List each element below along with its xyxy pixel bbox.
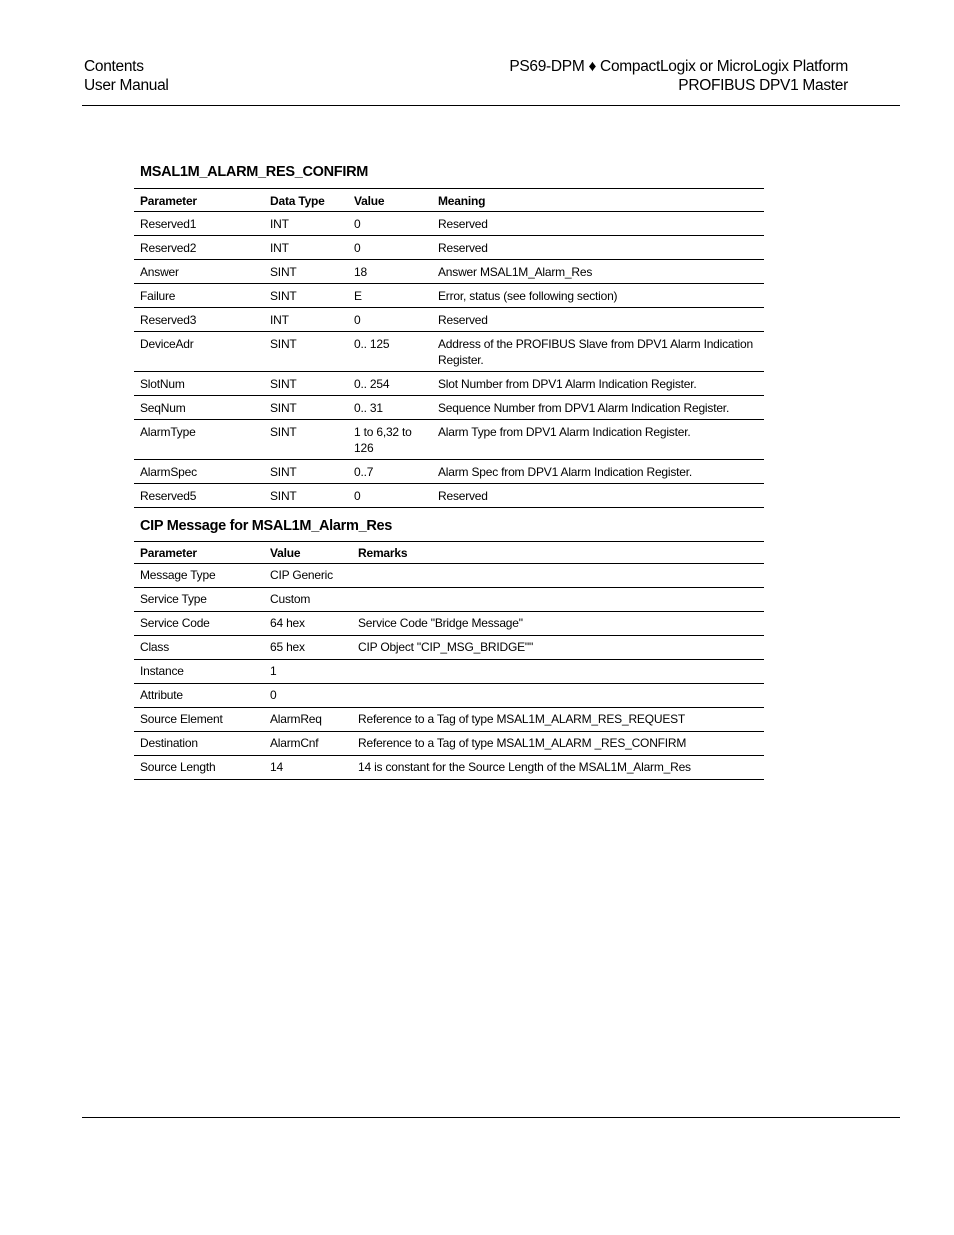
- table-cell: Address of the PROFIBUS Slave from DPV1 Alarm Indication Register.: [432, 332, 764, 372]
- table-cell: AlarmSpec: [134, 460, 264, 484]
- column-header: Value: [264, 542, 352, 564]
- table-cell: Sequence Number from DPV1 Alarm Indication Register.: [432, 396, 764, 420]
- table-row: [134, 284, 764, 308]
- table-row: [134, 732, 764, 756]
- table-cell: Reserved2: [134, 236, 264, 260]
- table-cell: 0: [348, 212, 432, 236]
- table-cell: Service Type: [134, 588, 264, 612]
- table-cell: Source Length: [134, 756, 264, 780]
- column-header: Data Type: [264, 189, 348, 212]
- table-row: [134, 260, 764, 284]
- column-header: Remarks: [352, 542, 764, 564]
- table-cell: Reference to a Tag of type MSAL1M_ALARM _RES_CONFIRM: [352, 732, 764, 756]
- table-cell: SINT: [264, 284, 348, 308]
- table-cell: 1: [264, 660, 352, 684]
- table-header-row: [134, 542, 764, 564]
- column-header: Meaning: [432, 189, 764, 212]
- table-cell: E: [348, 284, 432, 308]
- section1-title: MSAL1M_ALARM_RES_CONFIRM: [140, 164, 369, 180]
- table-row: [134, 756, 764, 780]
- table-cell: SINT: [264, 460, 348, 484]
- table-cell: AlarmReq: [264, 708, 352, 732]
- table-cell: Reserved: [432, 236, 764, 260]
- table-cell: Destination: [134, 732, 264, 756]
- table-cell: 0: [264, 684, 352, 708]
- table-row: [134, 460, 764, 484]
- table-cell: SINT: [264, 420, 348, 460]
- table-row: [134, 420, 764, 460]
- table-cell: Service Code: [134, 612, 264, 636]
- table-cell: Reserved3: [134, 308, 264, 332]
- table-cell: INT: [264, 236, 348, 260]
- column-header: Value: [348, 189, 432, 212]
- table-row: [134, 564, 764, 588]
- table-cell: DeviceAdr: [134, 332, 264, 372]
- table-cell: SINT: [264, 260, 348, 284]
- header-divider: [82, 105, 900, 106]
- table-cell: Custom: [264, 588, 352, 612]
- table-header-row: [134, 189, 764, 212]
- table-cell: Slot Number from DPV1 Alarm Indication Register.: [432, 372, 764, 396]
- table-cell: 64 hex: [264, 612, 352, 636]
- table-cell: 0: [348, 484, 432, 508]
- table-cell: Error, status (see following section): [432, 284, 764, 308]
- table-row: [134, 332, 764, 372]
- table-cell: Source Element: [134, 708, 264, 732]
- cip-message-table: [134, 541, 764, 780]
- table-cell: Reserved5: [134, 484, 264, 508]
- table-cell: CIP Generic: [264, 564, 352, 588]
- table-cell: Reserved: [432, 212, 764, 236]
- table-cell: Attribute: [134, 684, 264, 708]
- table-cell: 65 hex: [264, 636, 352, 660]
- header-subtitle: PROFIBUS DPV1 Master: [678, 77, 848, 94]
- table-cell: INT: [264, 308, 348, 332]
- table-cell: 0: [348, 308, 432, 332]
- table-row: [134, 612, 764, 636]
- page-header: [84, 57, 848, 97]
- table-cell: SlotNum: [134, 372, 264, 396]
- table-cell: [352, 684, 764, 708]
- table-cell: CIP Object "CIP_MSG_BRIDGE"": [352, 636, 764, 660]
- table-cell: INT: [264, 212, 348, 236]
- table-cell: Answer MSAL1M_Alarm_Res: [432, 260, 764, 284]
- table-cell: Service Code "Bridge Message": [352, 612, 764, 636]
- header-right: [509, 57, 848, 95]
- table-row: [134, 708, 764, 732]
- table-cell: 0.. 31: [348, 396, 432, 420]
- table-cell: SINT: [264, 332, 348, 372]
- footer-divider: [82, 1117, 900, 1118]
- table-cell: [352, 564, 764, 588]
- section2-title: CIP Message for MSAL1M_Alarm_Res: [140, 518, 393, 534]
- column-header: Parameter: [134, 189, 264, 212]
- table-cell: SeqNum: [134, 396, 264, 420]
- table-cell: SINT: [264, 396, 348, 420]
- table-cell: 14 is constant for the Source Length of the MSAL1M_Alarm_Res: [352, 756, 764, 780]
- table-row: [134, 484, 764, 508]
- table-cell: 0.. 254: [348, 372, 432, 396]
- confirm-parameter-table: [134, 188, 764, 508]
- table-cell: Reserved: [432, 308, 764, 332]
- table-cell: Message Type: [134, 564, 264, 588]
- table-cell: AlarmCnf: [264, 732, 352, 756]
- table-cell: Alarm Spec from DPV1 Alarm Indication Register.: [432, 460, 764, 484]
- table-cell: Answer: [134, 260, 264, 284]
- table-cell: [352, 660, 764, 684]
- table-cell: SINT: [264, 372, 348, 396]
- table-cell: 0.. 125: [348, 332, 432, 372]
- table-row: [134, 236, 764, 260]
- header-user-manual: User Manual: [84, 77, 169, 94]
- table-cell: 0..7: [348, 460, 432, 484]
- header-product: PS69-DPM ♦ CompactLogix or MicroLogix Platform: [509, 58, 848, 75]
- table-cell: 14: [264, 756, 352, 780]
- header-left: [84, 57, 169, 95]
- table-cell: 18: [348, 260, 432, 284]
- table-cell: Failure: [134, 284, 264, 308]
- table-cell: Reference to a Tag of type MSAL1M_ALARM_RES_REQUEST: [352, 708, 764, 732]
- table-row: [134, 212, 764, 236]
- table-row: [134, 684, 764, 708]
- table-cell: 1 to 6,32 to 126: [348, 420, 432, 460]
- table-cell: Alarm Type from DPV1 Alarm Indication Register.: [432, 420, 764, 460]
- column-header: Parameter: [134, 542, 264, 564]
- table-row: [134, 636, 764, 660]
- table-row: [134, 308, 764, 332]
- table-cell: Reserved1: [134, 212, 264, 236]
- table-row: [134, 660, 764, 684]
- table-row: [134, 588, 764, 612]
- table-row: [134, 372, 764, 396]
- table-row: [134, 396, 764, 420]
- table-cell: Instance: [134, 660, 264, 684]
- table-cell: 0: [348, 236, 432, 260]
- table-cell: [352, 588, 764, 612]
- table-cell: AlarmType: [134, 420, 264, 460]
- header-contents: Contents: [84, 58, 144, 75]
- table-cell: Reserved: [432, 484, 764, 508]
- table-cell: SINT: [264, 484, 348, 508]
- table-cell: Class: [134, 636, 264, 660]
